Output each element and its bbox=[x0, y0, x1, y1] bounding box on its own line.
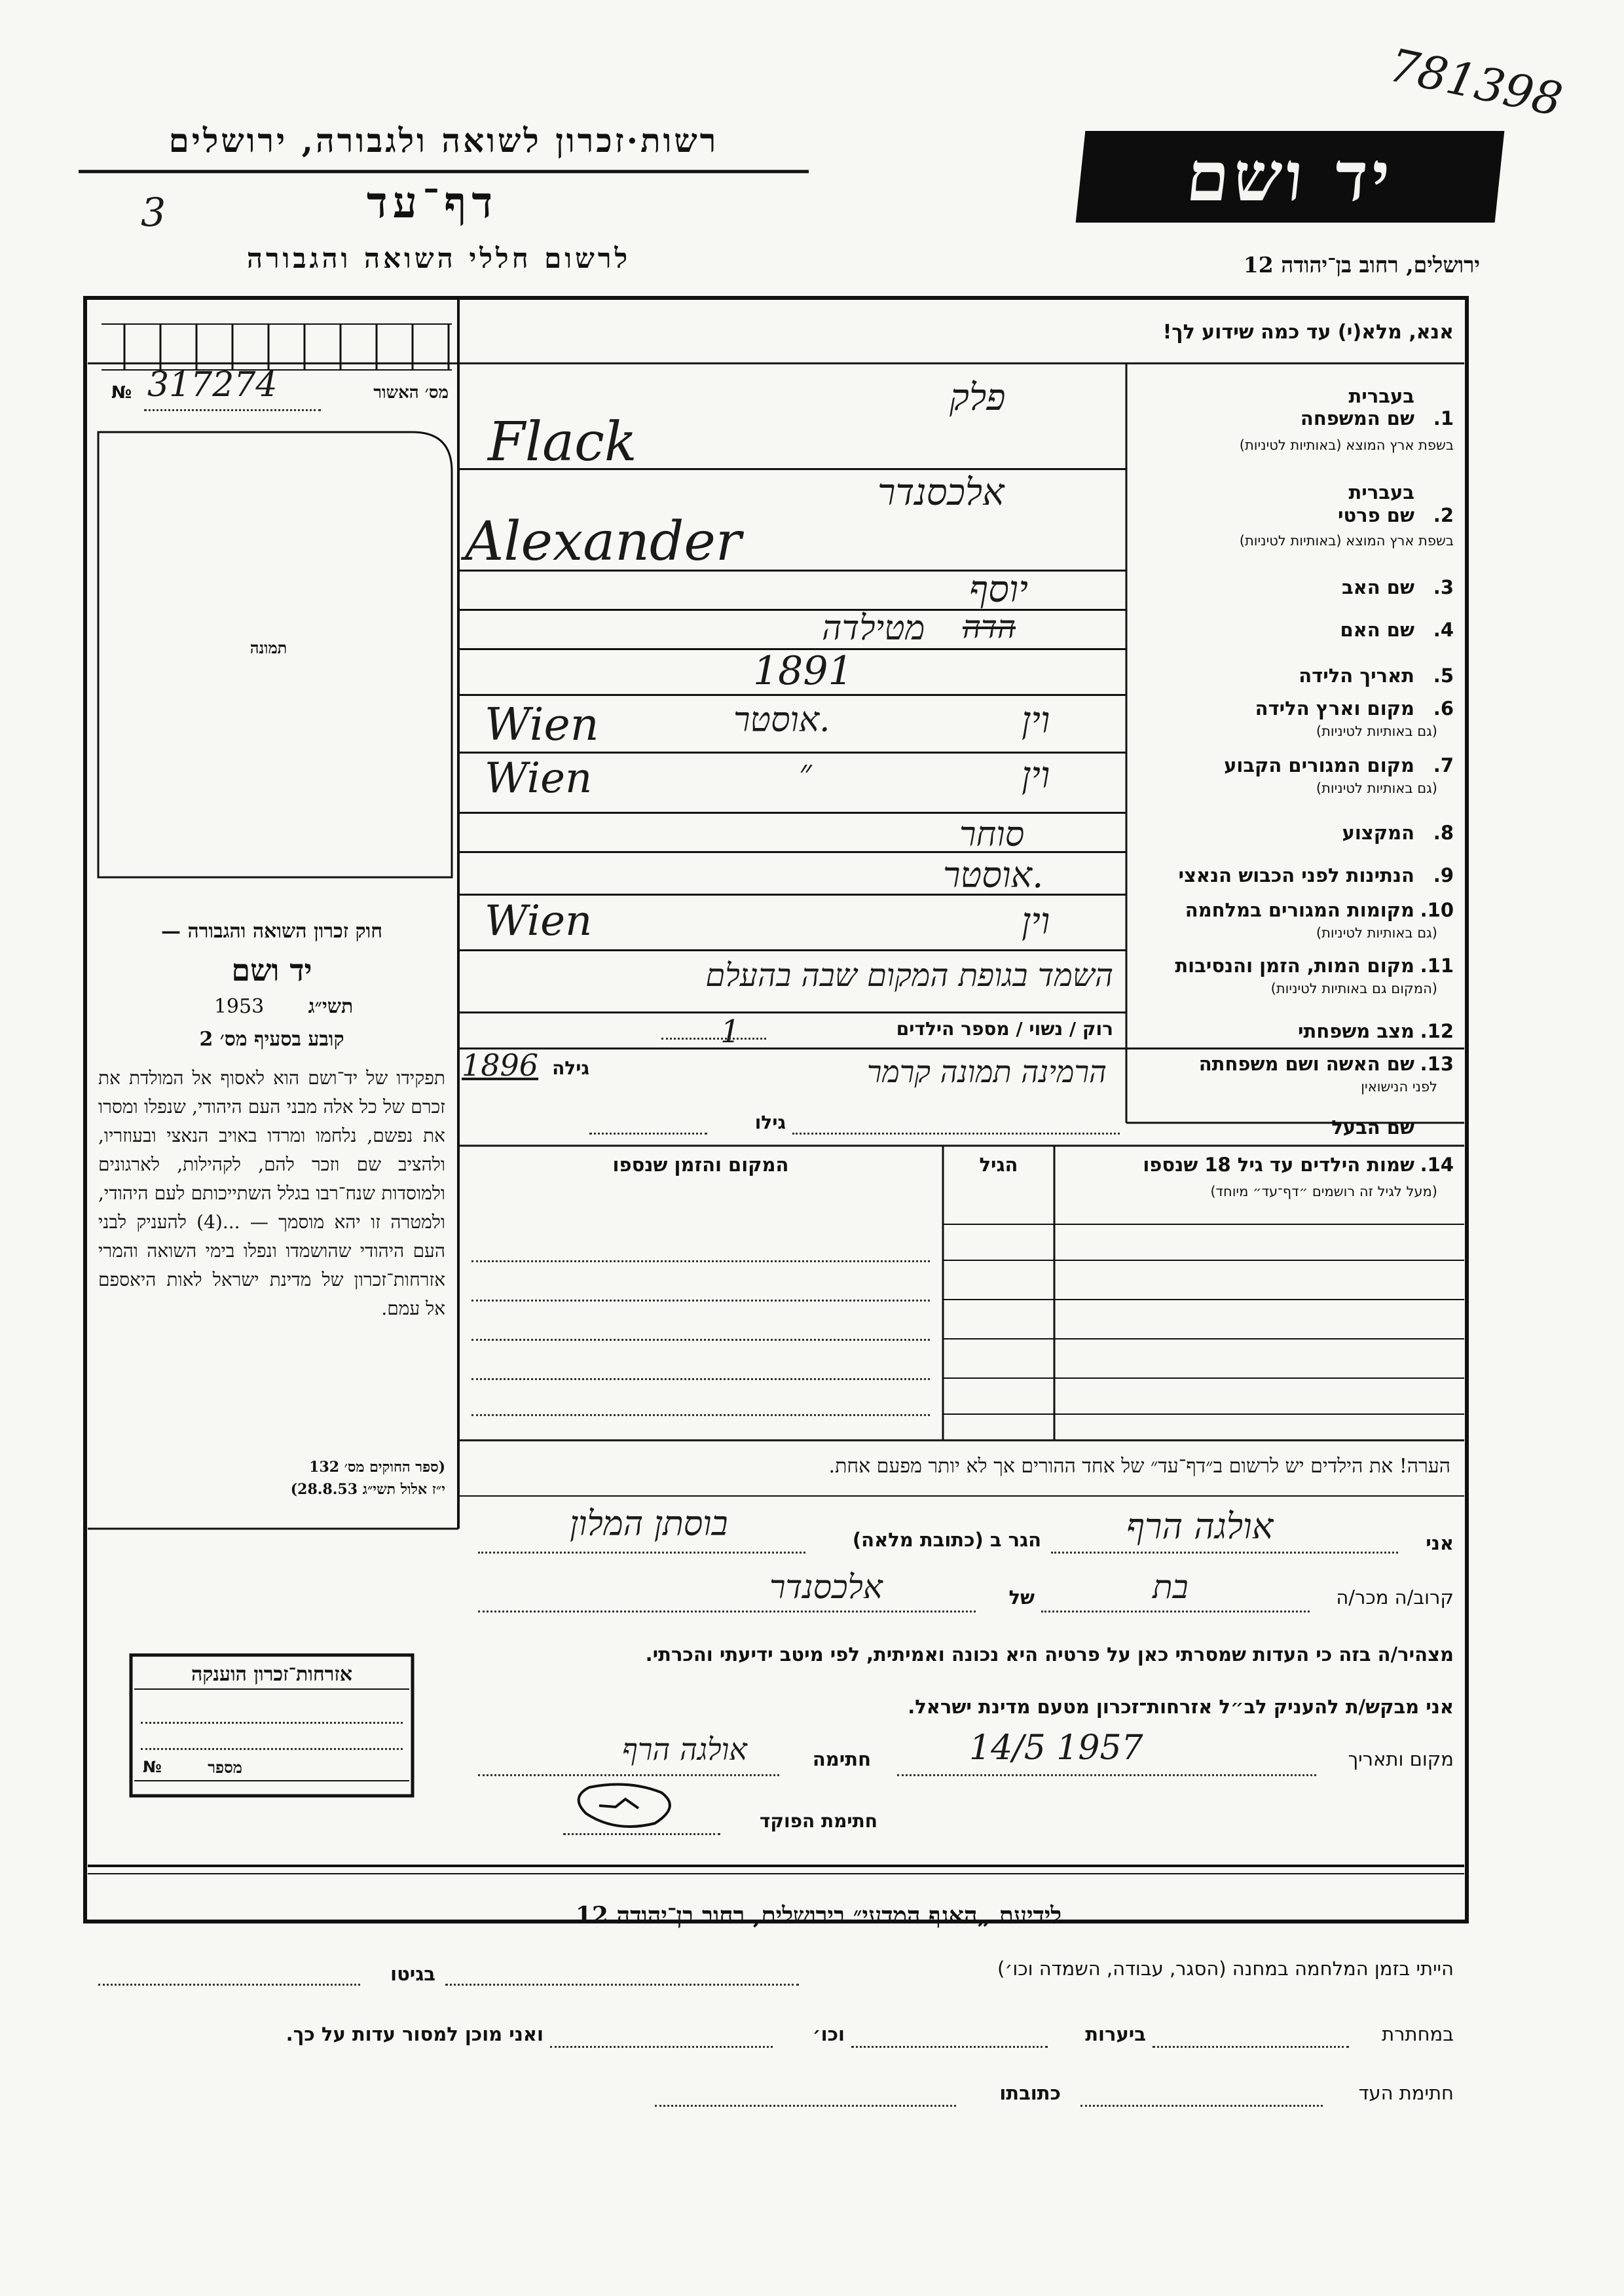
value-spouse: הרמינה תמונה קרמר bbox=[866, 1054, 1107, 1089]
age-label-husband: גילו bbox=[754, 1112, 786, 1133]
note-text: הערה! את הילדים יש לרשום ב״דף־עד״ של אחד ההורים אך לא יותר מפעם אחת. bbox=[828, 1455, 1450, 1478]
field-num: 12. bbox=[1420, 1020, 1454, 1042]
field-sub-maiden: לפני הנישואין bbox=[1361, 1079, 1437, 1095]
field-num: 5. bbox=[1433, 665, 1454, 687]
declarant-name: אולגה הרף bbox=[1126, 1506, 1274, 1547]
children-col-place: המקום והזמן שנספו bbox=[612, 1154, 789, 1176]
etc-line bbox=[550, 2046, 773, 2048]
authority-name: רשות·זכרון לשואה ולגבורה, ירושלים bbox=[168, 121, 719, 160]
request-text: אני מבקש/ת להעניק לב״ל אזרחות־זכרון מטעם מדינת ישראל. bbox=[908, 1696, 1454, 1718]
approval-number-prefix: № bbox=[111, 383, 132, 403]
law-ref: (ספר החוקים מס׳ 132 bbox=[309, 1459, 445, 1476]
law-year: 1953 bbox=[213, 995, 265, 1018]
of-label: של bbox=[1008, 1586, 1035, 1609]
form-subtitle: לרשום חללי השואה והגבורה bbox=[246, 242, 631, 274]
field-num: 6. bbox=[1433, 697, 1454, 720]
value-birthdate: 1891 bbox=[753, 648, 853, 694]
age-label-wife: גילה bbox=[552, 1057, 589, 1079]
relation-label: קרוב/ה מכר/ה bbox=[1336, 1586, 1454, 1609]
field-num: 13. bbox=[1420, 1053, 1454, 1075]
field-label-husband: שם הבעל bbox=[1331, 1116, 1414, 1139]
field-num: 2. bbox=[1433, 504, 1454, 526]
forests-label: ביערות bbox=[1085, 2023, 1146, 2045]
field-num: 8. bbox=[1433, 822, 1454, 844]
field-label-citizenship: הנתינות לפני הכבוש הנאצי bbox=[1178, 864, 1414, 886]
ready-text: ואני מוכן למסור עדות על כך. bbox=[286, 2023, 544, 2045]
field-label-birthplace: מקום וארץ הלידה bbox=[1255, 697, 1414, 720]
value-birthplace-latin: Wien bbox=[485, 699, 599, 751]
ghetto-line bbox=[98, 1984, 360, 1986]
field-sub-latin: בשפת ארץ המוצא (באותיות לטיניות) bbox=[1239, 533, 1454, 549]
field-sub-latin: (המקום גם באותיות לטיניות) bbox=[1270, 981, 1437, 996]
field-label-war-residence: מקומות המגורים במלחמה bbox=[1185, 899, 1414, 921]
value-mother: מטילדה bbox=[822, 609, 925, 648]
date-value: 14/5 1957 bbox=[969, 1728, 1143, 1768]
lang-label-hebrew: בעברית bbox=[1348, 481, 1414, 503]
value-surname-latin: Flack bbox=[488, 411, 637, 473]
witness-sign-line bbox=[1080, 2105, 1323, 2107]
value-surname-he: פלק bbox=[950, 376, 1006, 419]
children-sub: (מעל לגיל זה רושמים ״דף־עד״ מיוחד) bbox=[1210, 1184, 1437, 1199]
children-label: שמות הילדים עד גיל 18 שנספו bbox=[1143, 1154, 1414, 1176]
field-label-surname: שם המשפחה bbox=[1300, 407, 1414, 429]
field-num: 4. bbox=[1433, 619, 1454, 641]
photo-label: תמונה bbox=[249, 638, 287, 657]
citizenship-number-label: מספר bbox=[208, 1758, 242, 1777]
value-profession: סוחר bbox=[959, 815, 1025, 854]
officer-line bbox=[563, 1833, 720, 1835]
children-col-age: הגיל bbox=[979, 1154, 1018, 1176]
value-firstname-he: אלכסנדר bbox=[877, 471, 1005, 514]
underground-label: במחתרת bbox=[1382, 2023, 1454, 2045]
lang-label-hebrew: בעברית bbox=[1348, 385, 1414, 407]
field-label-death: מקום המות, הזמן והנסיבות bbox=[1175, 955, 1414, 977]
citizenship-line bbox=[141, 1722, 403, 1724]
bottom-title: לידיעת „האגף המדעי״ בירושלים, רחוב בן־יהודה 12 bbox=[575, 1902, 1062, 1929]
field-num: 9. bbox=[1433, 864, 1454, 886]
address-header: ירושלים, רחוב בן־יהודה 12 bbox=[1243, 252, 1480, 278]
place-date-label: מקום ותאריך bbox=[1348, 1748, 1454, 1770]
law-year-he: תשי״ג bbox=[308, 995, 354, 1018]
value-death: השמד בגופת המקום שבה בהעלם bbox=[705, 957, 1113, 994]
value-birthplace-country: אוסטר. bbox=[733, 701, 830, 740]
witness-address-label: כתובתו bbox=[999, 2082, 1061, 2104]
field-label-father: שם האב bbox=[1341, 576, 1414, 598]
camp-line bbox=[445, 1984, 799, 1986]
signature-value: אולגה הרף bbox=[622, 1732, 748, 1767]
field-num: 7. bbox=[1433, 754, 1454, 776]
witness-address-line bbox=[655, 2105, 956, 2107]
field-sub-latin: בשפת ארץ המוצא (באותיות לטיניות) bbox=[1239, 437, 1454, 453]
officer-label: חתימת הפוקד bbox=[759, 1810, 877, 1832]
signature-label: חתימה bbox=[812, 1748, 871, 1770]
value-war-residence-latin: Wien bbox=[485, 897, 593, 945]
value-war-residence-he: וין bbox=[1022, 900, 1050, 943]
field-label-mother: שם האם bbox=[1340, 619, 1414, 641]
logo-text: יד ושם bbox=[1183, 136, 1397, 217]
citizenship-title: אזרחות־זכרון הוענקה bbox=[191, 1663, 353, 1686]
declaration-text: מצהיר/ה בזה כי העדות שמסרתי כאן על פרטיה היא נכונה ואמיתית, לפי מיטב ידיעתי והכרתי. bbox=[645, 1643, 1454, 1666]
law-section: קובע בסעיף מס׳ 2 bbox=[199, 1028, 344, 1051]
value-father: יוסף bbox=[969, 568, 1028, 611]
value-residence-he: וין bbox=[1022, 754, 1050, 797]
law-ref-date: י״ז אלול תשי״ג 28.8.53) bbox=[290, 1481, 445, 1498]
law-body: תפקידו של יד־ושם הוא לאסוף אל המולדת את זכרם של כל אלה מבני העם היהודי, שנפלו ומסרו את נפשם, נלחמו ומרדו באויב הנאצי ובעוזריו, ולהציב שם וזכר להם, לקהילות, לארגונים ולמוסדות שנח־רבו בגלל השתייכותם לעם היהודי, ולמטרה זו יהא מוסמך — ...(4) להעניק לבני העם היהודי שהושמדו ונפלו בימי השואה והמרי אזרחות־זכרון של מדינת ישראל לאות היאספם אל עמם. bbox=[98, 1067, 445, 1319]
of-name: אלכסנדר bbox=[769, 1568, 883, 1606]
witness-sign-label: חתימת העד bbox=[1358, 2082, 1454, 2104]
value-birthplace-he: וין bbox=[1022, 699, 1050, 742]
value-children-count: 1 bbox=[720, 1013, 741, 1050]
field-num: 11. bbox=[1420, 955, 1454, 977]
citizenship-number-prefix: № bbox=[143, 1758, 162, 1776]
value-firstname-latin: Alexander bbox=[465, 511, 742, 573]
field-sub-latin: (גם באותיות לטיניות) bbox=[1316, 723, 1437, 739]
relation-value: בת bbox=[1153, 1568, 1189, 1606]
field-label-spouse: שם האשה ושם משפחתה bbox=[1198, 1053, 1414, 1075]
form-number: 3 bbox=[141, 190, 166, 236]
field-label-profession: המקצוע bbox=[1342, 822, 1414, 844]
archive-number: 781398 bbox=[1384, 38, 1567, 127]
ani-label: אני bbox=[1426, 1532, 1454, 1554]
form-title: דף־עד bbox=[366, 177, 498, 228]
law-title: חוק זכרון השואה והגבורה — bbox=[161, 920, 382, 943]
field-num: 10. bbox=[1420, 899, 1454, 921]
citizenship-line bbox=[141, 1748, 403, 1750]
field-num: 3. bbox=[1433, 576, 1454, 598]
field-sub-latin: (גם באותיות לטיניות) bbox=[1316, 780, 1437, 796]
law-name: יד ושם bbox=[231, 953, 312, 988]
field-sub-latin: (גם באותיות לטיניות) bbox=[1316, 925, 1437, 941]
value-mother-struck: הדה bbox=[963, 609, 1016, 646]
field-label-birthdate: תאריך הלידה bbox=[1299, 665, 1414, 687]
field-num: 1. bbox=[1433, 407, 1454, 429]
etc-label: וכו׳ bbox=[812, 2023, 845, 2045]
bottom-line1: הייתי בזמן המלחמה במחנה (הסגר, עבודה, השמדה וכו׳) bbox=[997, 1958, 1454, 1980]
ghetto-label: בגיטו bbox=[390, 1963, 435, 1985]
underground-line bbox=[1153, 2046, 1349, 2048]
value-citizenship: אוסטר. bbox=[943, 854, 1044, 896]
field-label-marital: מצב משפחתי bbox=[1297, 1020, 1414, 1042]
field-label-firstname: שם פרטי bbox=[1337, 504, 1414, 526]
instruction-text: אנא, מלא(י) עד כמה שידוע לך! bbox=[1162, 321, 1454, 344]
approval-number-value: 317274 bbox=[147, 365, 278, 405]
declarant-addr-label: הגר ב (כתובת מלאה) bbox=[852, 1529, 1041, 1551]
field-label-residence: מקום המגורים הקבוע bbox=[1224, 754, 1414, 776]
value-spouse-age: 1896 bbox=[462, 1048, 539, 1083]
field-num: 14. bbox=[1420, 1154, 1454, 1176]
forests-line bbox=[851, 2046, 1048, 2048]
declarant-addr: בוסתן המלון bbox=[570, 1504, 728, 1544]
approval-number-label: מס׳ האשור bbox=[373, 383, 449, 403]
value-residence-mark: ״ bbox=[799, 753, 812, 792]
marital-options: רוק / נשוי / מספר הילדים bbox=[896, 1018, 1113, 1040]
value-residence-latin: Wien bbox=[485, 754, 593, 803]
